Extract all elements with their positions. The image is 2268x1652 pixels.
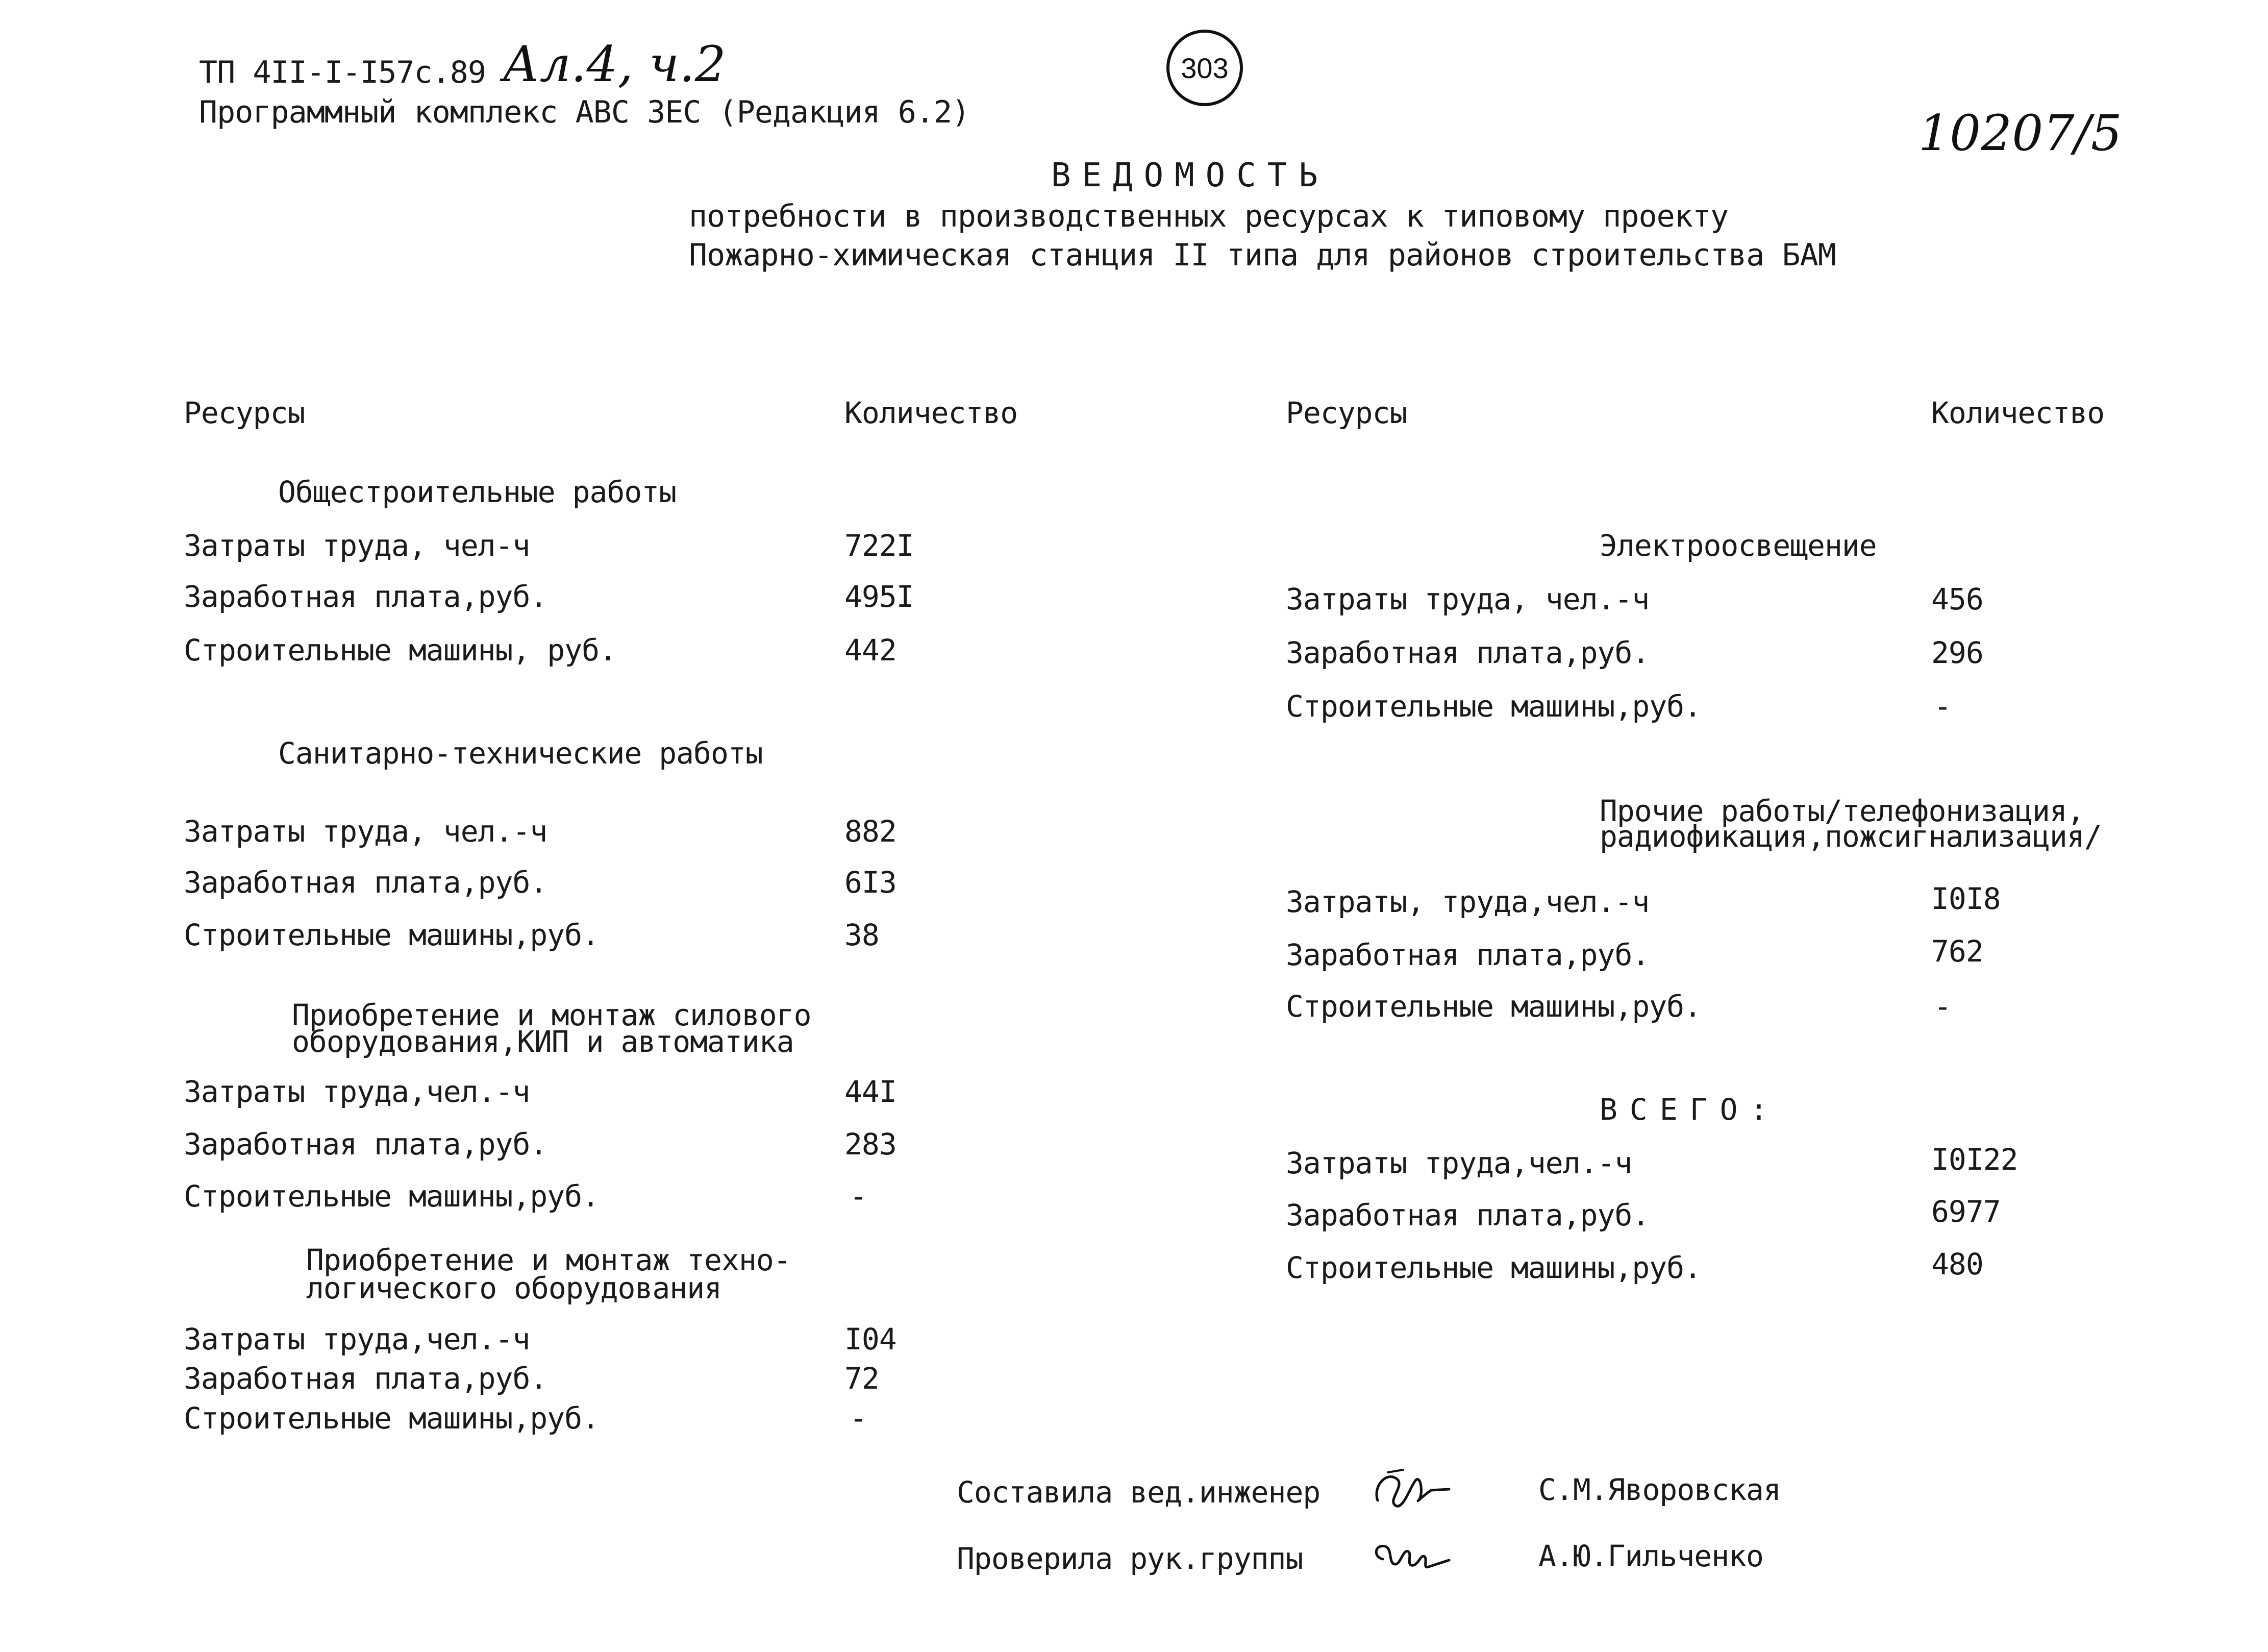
page-number-stamp bbox=[1166, 30, 1243, 106]
section-title-electric-lighting: Электроосвещение bbox=[1600, 528, 1877, 563]
section-title-tech-equipment-1: Приобретение и монтаж техно- bbox=[306, 1243, 791, 1277]
row-value: 495I bbox=[844, 579, 914, 614]
section-title-sanitary-works: Санитарно-технические работы bbox=[278, 736, 763, 771]
signature-compiler bbox=[1367, 1460, 1454, 1516]
row-label: Строительные машины,руб. bbox=[184, 1179, 600, 1214]
section-title-tech-equipment-2: логического оборудования bbox=[306, 1271, 722, 1305]
row-value: I04 bbox=[844, 1322, 896, 1357]
section-title-power-equipment-1: Приобретение и монтаж силового bbox=[292, 998, 811, 1032]
right-resources-header: Ресурсы bbox=[1286, 396, 1407, 430]
row-value: 6I3 bbox=[844, 865, 896, 900]
row-value: I0I8 bbox=[1931, 881, 2001, 916]
compiled-by-name: С.М.Яворовская bbox=[1538, 1472, 1781, 1507]
row-label: Затраты труда, чел-ч bbox=[184, 528, 530, 563]
section-title-general-construction: Общестроительные работы bbox=[278, 475, 677, 509]
row-label: Затраты труда,чел.-ч bbox=[184, 1074, 530, 1109]
row-label: Строительные машины, руб. bbox=[184, 633, 616, 668]
section-title-other-works-1: Прочие работы/телефонизация, bbox=[1600, 794, 2084, 828]
row-label: Затраты труда,чел.-ч bbox=[1286, 1146, 1632, 1180]
document-title: ВЕДОМОСТЬ bbox=[1051, 157, 1329, 194]
row-label: Заработная плата,руб. bbox=[1286, 938, 1650, 972]
checked-by-label: Проверила рук.группы bbox=[957, 1541, 1303, 1576]
row-value: - bbox=[1934, 689, 1951, 724]
compiled-by-label: Составила вед.инженер bbox=[957, 1475, 1320, 1510]
row-value: - bbox=[1934, 989, 1951, 1024]
row-label: Строительные машины,руб. bbox=[1286, 1250, 1702, 1285]
row-value: 882 bbox=[844, 814, 896, 849]
left-resources-header: Ресурсы bbox=[184, 396, 305, 430]
row-value: 283 bbox=[844, 1127, 896, 1162]
row-label: Заработная плата,руб. bbox=[184, 1127, 547, 1162]
row-label: Затраты труда, чел.-ч bbox=[1286, 582, 1650, 617]
handwritten-note: Ал.4, ч.2 bbox=[503, 36, 726, 93]
row-value: 296 bbox=[1931, 635, 1983, 670]
row-value: 722I bbox=[844, 528, 914, 563]
row-label: Строительные машины,руб. bbox=[184, 1401, 600, 1436]
row-label: Строительные машины,руб. bbox=[1286, 689, 1702, 724]
section-title-total: ВСЕГО: bbox=[1600, 1092, 1780, 1127]
document-code: ТП 4II-I-I57с.89 bbox=[199, 55, 486, 90]
row-label: Заработная плата,руб. bbox=[184, 579, 547, 614]
row-value: 762 bbox=[1931, 934, 1983, 969]
section-title-power-equipment-2: оборудования,КИП и автоматика bbox=[292, 1024, 794, 1059]
section-title-other-works-2: радиофикация,пожсигнализация/ bbox=[1600, 819, 2102, 854]
row-value: I0I22 bbox=[1931, 1142, 2018, 1177]
checked-by-name: А.Ю.Гильченко bbox=[1538, 1539, 1763, 1573]
row-value: - bbox=[850, 1401, 867, 1436]
row-label: Затраты труда, чел.-ч bbox=[184, 814, 547, 849]
title-line-2: Пожарно-химическая станция II типа для районов строительства БАМ bbox=[689, 237, 1836, 273]
row-value: 480 bbox=[1931, 1247, 1983, 1281]
row-label: Заработная плата,руб. bbox=[184, 865, 547, 900]
row-label: Заработная плата,руб. bbox=[184, 1361, 547, 1396]
row-label: Заработная плата,руб. bbox=[1286, 1198, 1650, 1232]
page-number: 303 bbox=[1181, 52, 1229, 84]
row-label: Затраты, труда,чел.-ч bbox=[1286, 884, 1650, 919]
row-value: 72 bbox=[844, 1361, 879, 1396]
program-line: Программный комплекс АВС 3ЕС (Редакция 6.2) bbox=[199, 94, 970, 130]
signature-checker bbox=[1367, 1528, 1454, 1580]
left-quantity-header: Количество bbox=[844, 396, 1018, 430]
row-label: Заработная плата,руб. bbox=[1286, 635, 1650, 670]
row-value: - bbox=[850, 1179, 867, 1214]
inventory-number: 10207/5 bbox=[1918, 105, 2122, 162]
row-value: 442 bbox=[844, 633, 896, 668]
row-value: 456 bbox=[1931, 582, 1983, 617]
row-label: Затраты труда,чел.-ч bbox=[184, 1322, 530, 1357]
right-quantity-header: Количество bbox=[1931, 396, 2105, 430]
row-value: 6977 bbox=[1931, 1194, 2001, 1229]
row-label: Строительные машины,руб. bbox=[184, 918, 600, 952]
row-value: 44I bbox=[844, 1074, 896, 1109]
row-label: Строительные машины,руб. bbox=[1286, 989, 1702, 1024]
title-line-1: потребности в производственных ресурсах к типовому проекту bbox=[689, 199, 1729, 234]
row-value: 38 bbox=[844, 918, 879, 952]
